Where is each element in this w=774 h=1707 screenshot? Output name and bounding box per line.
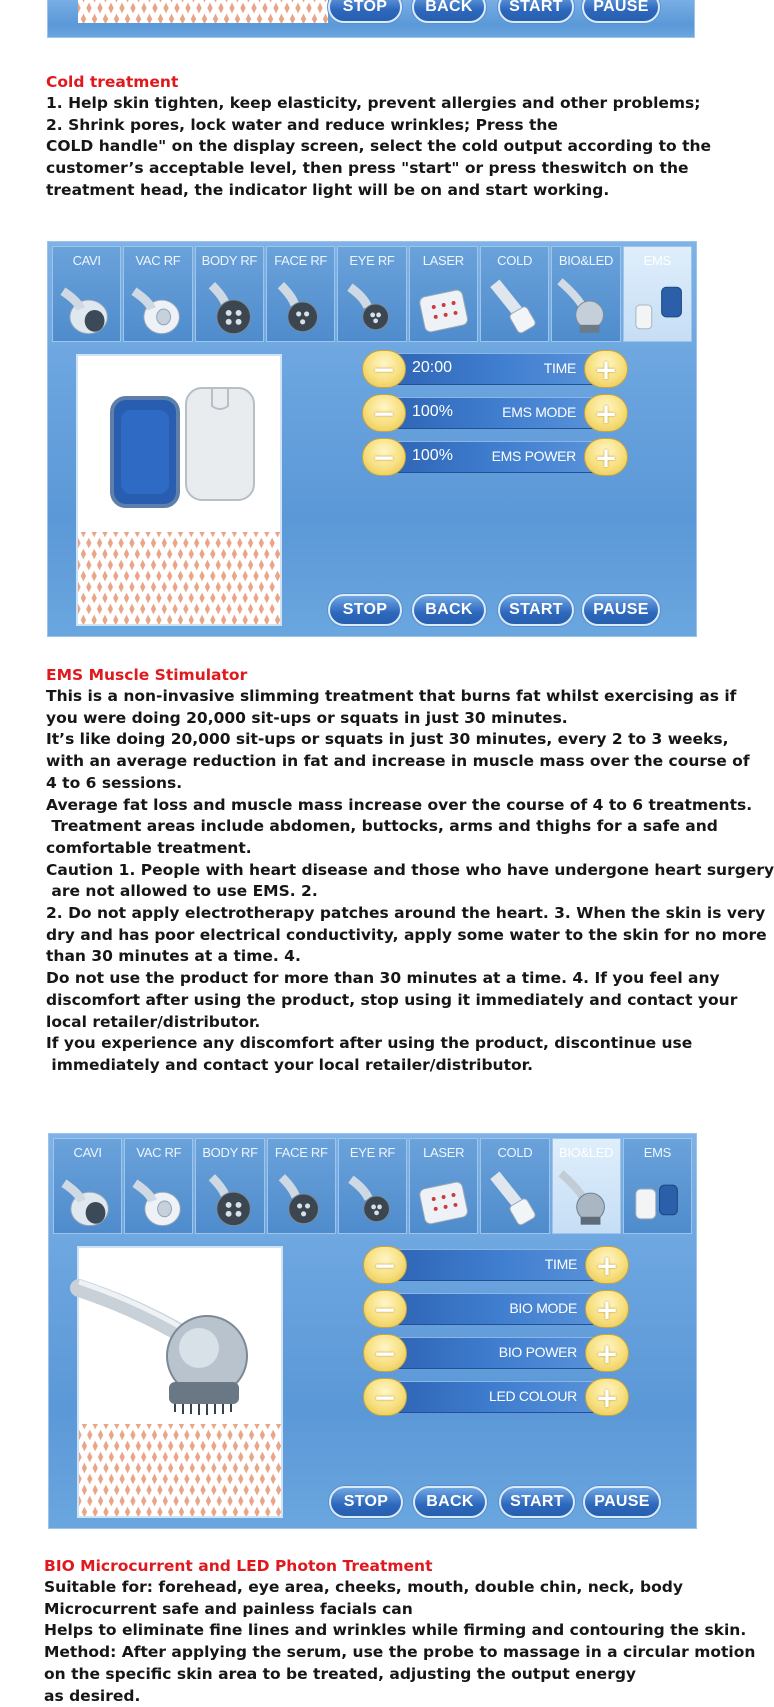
bio-led-probe-icon: [552, 271, 619, 341]
tab-label: EYE RF: [349, 1145, 396, 1160]
cold-line: 2. Shrink pores, lock water and reduce wrinkles; Press the: [46, 115, 558, 134]
tab-eye-rf[interactable]: [338, 1138, 407, 1234]
ems-electrode-pads-illustration: [108, 382, 258, 512]
bio-led-probe-icon: [553, 1163, 620, 1233]
tab-cavi[interactable]: [52, 246, 121, 342]
tab-label: EMS: [643, 1145, 671, 1160]
bio-line: on the specific skin area to be treated, adjusting the output energy: [44, 1664, 637, 1683]
bio-line: Method: After applying the serum, use the probe to massage in a circular motion: [44, 1643, 756, 1662]
cold-treatment-title: Cold treatment: [46, 73, 179, 91]
ems-line: 4 to 6 sessions.: [46, 773, 183, 792]
ems-line: discomfort after using the product, stop using it immediately and contact your: [46, 990, 738, 1009]
cold-probe-icon: [481, 271, 548, 341]
ems-line: 2. Do not apply electrotherapy patches around the heart. 3. When the skin is very: [46, 904, 766, 923]
ems-line: are not allowed to use EMS. 2.: [46, 882, 318, 901]
ems-line: comfortable treatment.: [46, 838, 252, 857]
bio-probe-preview: [77, 1246, 283, 1518]
cold-treatment-section: [46, 72, 736, 202]
laser-pad-icon: [410, 271, 477, 341]
eye-rf-probe-icon: [338, 271, 405, 341]
bio-mode-label: BIO MODE: [509, 1300, 577, 1316]
ems-power-minus-button[interactable]: −: [362, 438, 406, 476]
ems-power-control: [362, 438, 628, 476]
ems-mode-label: EMS MODE: [502, 404, 576, 420]
ems-mode-value: 100%: [412, 403, 453, 420]
tab-eye-rf[interactable]: [337, 246, 406, 342]
ems-pad-preview: [76, 354, 282, 626]
skin-lattice-illustration: [78, 0, 328, 23]
bio-mode-minus-button[interactable]: −: [363, 1290, 407, 1328]
body-rf-probe-icon: [196, 1163, 263, 1233]
ems-line: Treatment areas include abdomen, buttocks, arms and thighs for a safe and: [46, 817, 718, 836]
pause-button[interactable]: PAUSE: [583, 1486, 661, 1518]
back-button[interactable]: BACK: [413, 1486, 487, 1518]
tab-label: COLD: [497, 253, 533, 268]
body-rf-probe-icon: [196, 271, 263, 341]
bio-time-label: TIME: [544, 1256, 577, 1272]
laser-pad-icon: [410, 1163, 477, 1233]
back-button[interactable]: BACK: [412, 0, 486, 23]
tab-label: EMS: [643, 253, 671, 268]
led-colour-minus-button[interactable]: −: [363, 1378, 407, 1416]
ems-pad-icon: [624, 1163, 691, 1233]
vac-rf-probe-icon: [124, 271, 191, 341]
ems-pad-icon: [624, 271, 691, 341]
cold-line: COLD handle" on the display screen, select the cold output according to the: [46, 137, 712, 156]
tab-laser[interactable]: [409, 1138, 478, 1234]
eye-rf-probe-icon: [339, 1163, 406, 1233]
tab-vac-rf[interactable]: [123, 246, 192, 342]
ems-line: than 30 minutes at a time. 4.: [46, 947, 301, 966]
bio-line: as desired.: [44, 1686, 141, 1705]
ems-line: you were doing 20,000 sit-ups or squats in just 30 minutes.: [46, 708, 568, 727]
tab-face-rf[interactable]: [267, 1138, 336, 1234]
time-value: 20:00: [412, 359, 453, 376]
bio-microcurrent-probe-illustration: [79, 1258, 285, 1418]
time-label: TIME: [543, 360, 576, 376]
ems-line: with an average reduction in fat and increase in muscle mass over the course of: [46, 752, 750, 771]
ems-line: It’s like doing 20,000 sit-ups or squats in just 30 minutes, every 2 to 3 weeks,: [46, 730, 729, 749]
cavi-probe-icon: [54, 1163, 121, 1233]
bio-time-control: [363, 1246, 629, 1284]
cold-line: treatment head, the indicator light will be on and start working.: [46, 180, 610, 199]
ems-power-label: EMS POWER: [491, 448, 576, 464]
ems-power-plus-button[interactable]: +: [584, 438, 628, 476]
bio-power-label: BIO POWER: [498, 1344, 577, 1360]
tab-cold[interactable]: [480, 1138, 549, 1234]
bio-line: Microcurrent safe and painless facials can: [44, 1599, 413, 1618]
bio-time-minus-button[interactable]: −: [363, 1246, 407, 1284]
vac-rf-probe-icon: [125, 1163, 192, 1233]
mode-tab-bar: [52, 246, 692, 342]
cold-line: customer’s acceptable level, then press "start" or press theswitch on the: [46, 159, 689, 178]
pause-button[interactable]: PAUSE: [582, 0, 660, 23]
ems-mode-minus-button[interactable]: −: [362, 394, 406, 432]
tab-label: LASER: [422, 253, 464, 268]
pause-button[interactable]: PAUSE: [582, 594, 660, 626]
face-rf-probe-icon: [268, 1163, 335, 1233]
tab-label: VAC RF: [135, 253, 181, 268]
stop-button[interactable]: STOP: [328, 594, 402, 626]
tab-label: FACE RF: [274, 1145, 328, 1160]
tab-label: LASER: [423, 1145, 465, 1160]
tab-label: FACE RF: [274, 253, 328, 268]
bio-title: BIO Microcurrent and LED Photon Treatment: [44, 1557, 433, 1575]
tab-laser[interactable]: [409, 246, 478, 342]
tab-bio-led[interactable]: [552, 1138, 621, 1234]
ems-line: local retailer/distributor.: [46, 1012, 261, 1031]
ems-power-value: 100%: [412, 447, 453, 464]
start-button[interactable]: START: [498, 0, 574, 23]
stop-button[interactable]: STOP: [328, 0, 402, 23]
time-plus-button[interactable]: +: [584, 350, 628, 388]
tab-label: VAC RF: [136, 1145, 182, 1160]
bio-power-control: [363, 1334, 629, 1372]
ems-title: EMS Muscle Stimulator: [46, 666, 248, 684]
tab-label: COLD: [497, 1145, 533, 1160]
tab-bio-led[interactable]: [551, 246, 620, 342]
ems-mode-plus-button[interactable]: +: [584, 394, 628, 432]
time-minus-button[interactable]: −: [362, 350, 406, 388]
tab-label: CAVI: [72, 253, 101, 268]
bio-section: [44, 1556, 756, 1707]
cold-line: 1. Help skin tighten, keep elasticity, prevent allergies and other problems;: [46, 94, 701, 112]
skin-lattice-illustration: [79, 1424, 281, 1516]
stop-button[interactable]: STOP: [329, 1486, 403, 1518]
cold-screen-panel: [47, 0, 695, 38]
back-button[interactable]: BACK: [412, 594, 486, 626]
cavi-probe-icon: [53, 271, 120, 341]
mode-tab-bar: [53, 1138, 692, 1234]
tab-ems[interactable]: [623, 1138, 692, 1234]
bio-mode-control: [363, 1290, 629, 1328]
tab-label: BIO&LED: [559, 1145, 614, 1160]
bio-power-minus-button[interactable]: −: [363, 1334, 407, 1372]
bio-power-plus-button[interactable]: +: [585, 1334, 629, 1372]
bio-mode-plus-button[interactable]: +: [585, 1290, 629, 1328]
tab-cavi[interactable]: [53, 1138, 122, 1234]
ems-line: Do not use the product for more than 30 minutes at a time. 4. If you feel any: [46, 969, 720, 988]
ems-line: Caution 1. People with heart disease and those who have undergone heart surgery: [46, 860, 774, 879]
ems-screen-panel: [47, 241, 697, 637]
start-button[interactable]: START: [499, 1486, 575, 1518]
ems-section: [46, 665, 774, 1077]
tab-body-rf[interactable]: [195, 1138, 264, 1234]
ems-line: This is a non-invasive slimming treatment that burns fat whilst exercising as if: [46, 687, 737, 705]
tab-label: BODY RF: [201, 253, 258, 268]
face-rf-probe-icon: [267, 271, 334, 341]
tab-ems[interactable]: [623, 246, 692, 342]
tab-label: CAVI: [73, 1145, 102, 1160]
tab-face-rf[interactable]: [266, 246, 335, 342]
ems-line: dry and has poor electrical conductivity, apply some water to the skin for no more: [46, 925, 767, 944]
tab-label: BIO&LED: [558, 253, 614, 268]
tab-label: BODY RF: [202, 1145, 258, 1160]
bio-time-plus-button[interactable]: +: [585, 1246, 629, 1284]
bio-line: Helps to eliminate fine lines and wrinkles while firming and contouring the skin.: [44, 1621, 747, 1640]
ems-mode-control: [362, 394, 628, 432]
led-colour-plus-button[interactable]: +: [585, 1378, 629, 1416]
cold-probe-icon: [481, 1163, 548, 1233]
tab-vac-rf[interactable]: [124, 1138, 193, 1234]
ems-line: If you experience any discomfort after using the product, discontinue use: [46, 1034, 693, 1053]
led-colour-label: LED COLOUR: [488, 1388, 577, 1404]
bio-line: Suitable for: forehead, eye area, cheeks, mouth, double chin, neck, body: [44, 1578, 683, 1596]
bio-led-screen-panel: [48, 1133, 697, 1529]
tab-label: EYE RF: [349, 253, 395, 268]
ems-line: immediately and contact your local retailer/distributor.: [46, 1055, 533, 1074]
start-button[interactable]: START: [498, 594, 574, 626]
skin-lattice-illustration: [78, 532, 280, 624]
tab-body-rf[interactable]: [195, 246, 264, 342]
tab-cold[interactable]: [480, 246, 549, 342]
ems-line: Average fat loss and muscle mass increase over the course of 4 to 6 treatments.: [46, 795, 753, 814]
led-colour-control: [363, 1378, 629, 1416]
time-control: [362, 350, 628, 388]
